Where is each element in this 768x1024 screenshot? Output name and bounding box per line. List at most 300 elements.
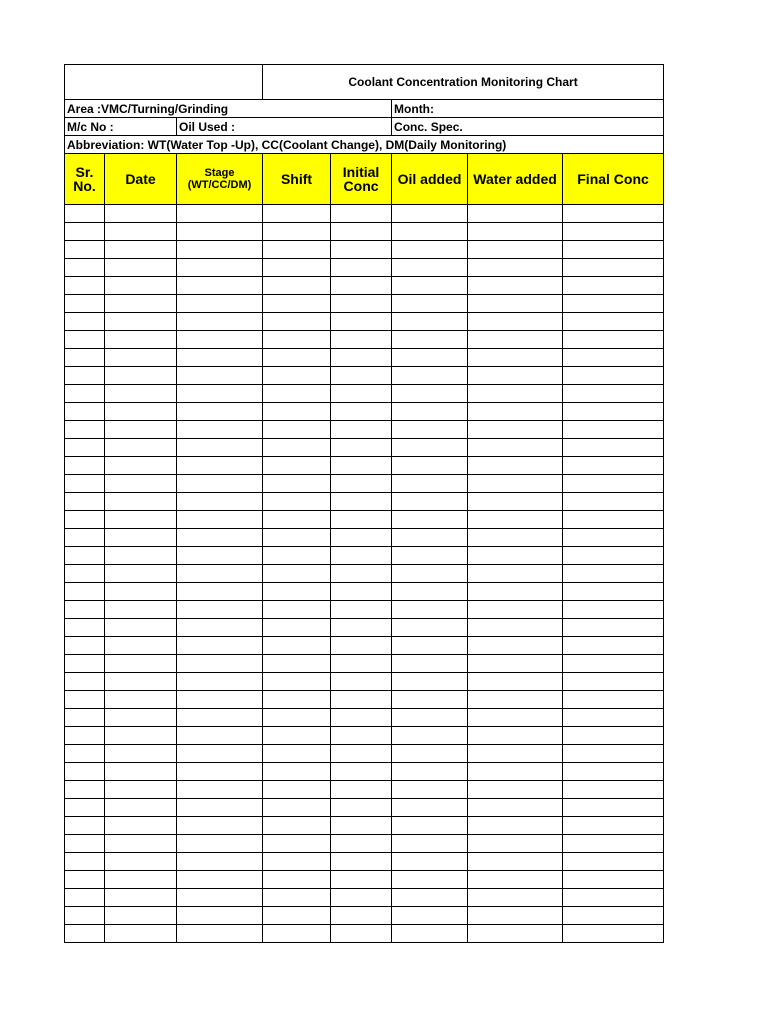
entry-cell[interactable] [331,457,392,475]
entry-cell[interactable] [105,547,177,565]
entry-cell[interactable] [392,223,468,241]
entry-cell[interactable] [331,817,392,835]
entry-cell[interactable] [331,385,392,403]
entry-cell[interactable] [105,637,177,655]
entry-cell[interactable] [65,313,105,331]
entry-cell[interactable] [392,367,468,385]
entry-cell[interactable] [105,313,177,331]
entry-cell[interactable] [177,799,263,817]
entry-cell[interactable] [392,673,468,691]
entry-cell[interactable] [468,709,563,727]
entry-cell[interactable] [563,313,664,331]
entry-cell[interactable] [331,601,392,619]
entry-cell[interactable] [65,547,105,565]
entry-cell[interactable] [177,223,263,241]
entry-cell[interactable] [563,727,664,745]
entry-cell[interactable] [65,817,105,835]
entry-cell[interactable] [468,349,563,367]
entry-cell[interactable] [331,907,392,925]
entry-cell[interactable] [563,511,664,529]
entry-cell[interactable] [468,277,563,295]
entry-cell[interactable] [65,529,105,547]
entry-cell[interactable] [392,295,468,313]
entry-cell[interactable] [263,763,331,781]
entry-cell[interactable] [105,871,177,889]
entry-cell[interactable] [468,259,563,277]
entry-cell[interactable] [105,367,177,385]
entry-cell[interactable] [392,817,468,835]
entry-cell[interactable] [331,277,392,295]
entry-cell[interactable] [392,331,468,349]
entry-cell[interactable] [65,421,105,439]
entry-cell[interactable] [65,295,105,313]
entry-cell[interactable] [331,619,392,637]
entry-cell[interactable] [331,709,392,727]
entry-cell[interactable] [177,259,263,277]
entry-cell[interactable] [392,439,468,457]
entry-cell[interactable] [263,619,331,637]
entry-cell[interactable] [563,223,664,241]
entry-cell[interactable] [65,889,105,907]
entry-cell[interactable] [563,457,664,475]
entry-cell[interactable] [392,241,468,259]
entry-cell[interactable] [105,907,177,925]
entry-cell[interactable] [177,205,263,223]
entry-cell[interactable] [65,853,105,871]
entry-cell[interactable] [65,637,105,655]
entry-cell[interactable] [563,565,664,583]
entry-cell[interactable] [65,277,105,295]
entry-cell[interactable] [331,313,392,331]
entry-cell[interactable] [468,745,563,763]
entry-cell[interactable] [263,889,331,907]
entry-cell[interactable] [263,403,331,421]
entry-cell[interactable] [105,565,177,583]
entry-cell[interactable] [331,493,392,511]
entry-cell[interactable] [177,871,263,889]
entry-cell[interactable] [105,493,177,511]
entry-cell[interactable] [563,259,664,277]
entry-cell[interactable] [263,637,331,655]
entry-cell[interactable] [563,367,664,385]
entry-cell[interactable] [392,925,468,943]
entry-cell[interactable] [392,457,468,475]
entry-cell[interactable] [392,205,468,223]
entry-cell[interactable] [468,871,563,889]
entry-cell[interactable] [468,673,563,691]
entry-cell[interactable] [65,673,105,691]
entry-cell[interactable] [468,601,563,619]
entry-cell[interactable] [468,889,563,907]
entry-cell[interactable] [392,835,468,853]
entry-cell[interactable] [105,205,177,223]
entry-cell[interactable] [177,511,263,529]
entry-cell[interactable] [177,403,263,421]
entry-cell[interactable] [105,889,177,907]
entry-cell[interactable] [563,745,664,763]
entry-cell[interactable] [263,313,331,331]
entry-cell[interactable] [65,691,105,709]
entry-cell[interactable] [177,385,263,403]
entry-cell[interactable] [105,403,177,421]
entry-cell[interactable] [468,403,563,421]
entry-cell[interactable] [177,241,263,259]
entry-cell[interactable] [263,853,331,871]
entry-cell[interactable] [331,853,392,871]
entry-cell[interactable] [563,655,664,673]
entry-cell[interactable] [263,511,331,529]
entry-cell[interactable] [563,619,664,637]
entry-cell[interactable] [468,781,563,799]
entry-cell[interactable] [263,439,331,457]
entry-cell[interactable] [468,763,563,781]
entry-cell[interactable] [65,781,105,799]
entry-cell[interactable] [177,295,263,313]
entry-cell[interactable] [331,925,392,943]
entry-cell[interactable] [331,223,392,241]
entry-cell[interactable] [468,331,563,349]
entry-cell[interactable] [65,511,105,529]
entry-cell[interactable] [563,385,664,403]
entry-cell[interactable] [563,493,664,511]
entry-cell[interactable] [177,601,263,619]
entry-cell[interactable] [392,475,468,493]
entry-cell[interactable] [177,835,263,853]
entry-cell[interactable] [468,529,563,547]
entry-cell[interactable] [105,259,177,277]
entry-cell[interactable] [392,547,468,565]
entry-cell[interactable] [263,655,331,673]
entry-cell[interactable] [177,421,263,439]
entry-cell[interactable] [177,727,263,745]
entry-cell[interactable] [65,745,105,763]
entry-cell[interactable] [177,637,263,655]
entry-cell[interactable] [263,691,331,709]
entry-cell[interactable] [392,889,468,907]
entry-cell[interactable] [468,925,563,943]
entry-cell[interactable] [563,799,664,817]
entry-cell[interactable] [392,277,468,295]
entry-cell[interactable] [263,583,331,601]
entry-cell[interactable] [177,889,263,907]
entry-cell[interactable] [105,385,177,403]
entry-cell[interactable] [563,583,664,601]
entry-cell[interactable] [392,403,468,421]
entry-cell[interactable] [331,835,392,853]
entry-cell[interactable] [65,619,105,637]
entry-cell[interactable] [331,637,392,655]
entry-cell[interactable] [105,799,177,817]
entry-cell[interactable] [263,475,331,493]
entry-cell[interactable] [65,331,105,349]
entry-cell[interactable] [105,295,177,313]
entry-cell[interactable] [263,799,331,817]
entry-cell[interactable] [468,439,563,457]
entry-cell[interactable] [65,367,105,385]
entry-cell[interactable] [105,421,177,439]
entry-cell[interactable] [177,367,263,385]
entry-cell[interactable] [468,583,563,601]
entry-cell[interactable] [468,619,563,637]
entry-cell[interactable] [105,583,177,601]
entry-cell[interactable] [331,439,392,457]
entry-cell[interactable] [65,241,105,259]
entry-cell[interactable] [105,835,177,853]
entry-cell[interactable] [392,565,468,583]
entry-cell[interactable] [563,835,664,853]
entry-cell[interactable] [263,835,331,853]
entry-cell[interactable] [105,457,177,475]
entry-cell[interactable] [65,223,105,241]
entry-cell[interactable] [392,655,468,673]
entry-cell[interactable] [105,241,177,259]
entry-cell[interactable] [468,547,563,565]
entry-cell[interactable] [468,637,563,655]
entry-cell[interactable] [177,277,263,295]
entry-cell[interactable] [65,439,105,457]
entry-cell[interactable] [263,727,331,745]
entry-cell[interactable] [331,475,392,493]
entry-cell[interactable] [105,529,177,547]
entry-cell[interactable] [263,331,331,349]
entry-cell[interactable] [177,439,263,457]
entry-cell[interactable] [331,871,392,889]
entry-cell[interactable] [331,241,392,259]
entry-cell[interactable] [105,331,177,349]
entry-cell[interactable] [65,835,105,853]
entry-cell[interactable] [331,673,392,691]
entry-cell[interactable] [65,763,105,781]
entry-cell[interactable] [177,493,263,511]
entry-cell[interactable] [563,331,664,349]
entry-cell[interactable] [263,601,331,619]
entry-cell[interactable] [65,565,105,583]
entry-cell[interactable] [392,871,468,889]
entry-cell[interactable] [263,565,331,583]
entry-cell[interactable] [392,349,468,367]
entry-cell[interactable] [392,637,468,655]
entry-cell[interactable] [331,745,392,763]
entry-cell[interactable] [392,511,468,529]
entry-cell[interactable] [331,403,392,421]
entry-cell[interactable] [392,583,468,601]
entry-cell[interactable] [563,691,664,709]
entry-cell[interactable] [563,907,664,925]
entry-cell[interactable] [563,853,664,871]
entry-cell[interactable] [331,655,392,673]
entry-cell[interactable] [331,547,392,565]
entry-cell[interactable] [177,673,263,691]
entry-cell[interactable] [468,385,563,403]
entry-cell[interactable] [563,403,664,421]
entry-cell[interactable] [105,349,177,367]
entry-cell[interactable] [563,277,664,295]
entry-cell[interactable] [392,385,468,403]
entry-cell[interactable] [65,907,105,925]
entry-cell[interactable] [177,925,263,943]
entry-cell[interactable] [105,763,177,781]
entry-cell[interactable] [105,619,177,637]
entry-cell[interactable] [105,655,177,673]
entry-cell[interactable] [263,457,331,475]
entry-cell[interactable] [468,565,563,583]
entry-cell[interactable] [392,727,468,745]
entry-cell[interactable] [263,925,331,943]
entry-cell[interactable] [331,205,392,223]
entry-cell[interactable] [331,349,392,367]
entry-cell[interactable] [65,403,105,421]
entry-cell[interactable] [263,223,331,241]
entry-cell[interactable] [263,673,331,691]
entry-cell[interactable] [65,655,105,673]
entry-cell[interactable] [331,331,392,349]
entry-cell[interactable] [105,817,177,835]
entry-cell[interactable] [468,421,563,439]
entry-cell[interactable] [563,709,664,727]
entry-cell[interactable] [563,763,664,781]
entry-cell[interactable] [392,421,468,439]
entry-cell[interactable] [468,223,563,241]
entry-cell[interactable] [392,745,468,763]
entry-cell[interactable] [105,853,177,871]
entry-cell[interactable] [331,367,392,385]
entry-cell[interactable] [563,889,664,907]
entry-cell[interactable] [65,871,105,889]
entry-cell[interactable] [105,223,177,241]
entry-cell[interactable] [263,529,331,547]
entry-cell[interactable] [392,493,468,511]
entry-cell[interactable] [105,673,177,691]
entry-cell[interactable] [563,349,664,367]
entry-cell[interactable] [331,421,392,439]
entry-cell[interactable] [177,745,263,763]
entry-cell[interactable] [468,367,563,385]
entry-cell[interactable] [263,241,331,259]
entry-cell[interactable] [468,475,563,493]
entry-cell[interactable] [263,295,331,313]
entry-cell[interactable] [468,853,563,871]
entry-cell[interactable] [468,313,563,331]
entry-cell[interactable] [263,709,331,727]
entry-cell[interactable] [392,763,468,781]
entry-cell[interactable] [263,421,331,439]
entry-cell[interactable] [263,349,331,367]
entry-cell[interactable] [105,277,177,295]
entry-cell[interactable] [263,781,331,799]
entry-cell[interactable] [263,385,331,403]
entry-cell[interactable] [263,367,331,385]
entry-cell[interactable] [177,817,263,835]
entry-cell[interactable] [177,583,263,601]
entry-cell[interactable] [331,583,392,601]
entry-cell[interactable] [468,835,563,853]
entry-cell[interactable] [263,745,331,763]
entry-cell[interactable] [468,493,563,511]
entry-cell[interactable] [177,691,263,709]
entry-cell[interactable] [468,241,563,259]
entry-cell[interactable] [65,799,105,817]
entry-cell[interactable] [392,781,468,799]
entry-cell[interactable] [563,475,664,493]
entry-cell[interactable] [563,871,664,889]
entry-cell[interactable] [563,529,664,547]
entry-cell[interactable] [468,457,563,475]
entry-cell[interactable] [331,529,392,547]
entry-cell[interactable] [65,583,105,601]
entry-cell[interactable] [331,511,392,529]
entry-cell[interactable] [105,475,177,493]
entry-cell[interactable] [563,241,664,259]
entry-cell[interactable] [263,205,331,223]
entry-cell[interactable] [468,817,563,835]
entry-cell[interactable] [331,799,392,817]
entry-cell[interactable] [177,529,263,547]
entry-cell[interactable] [177,619,263,637]
entry-cell[interactable] [105,511,177,529]
entry-cell[interactable] [331,727,392,745]
entry-cell[interactable] [177,313,263,331]
entry-cell[interactable] [177,349,263,367]
entry-cell[interactable] [105,439,177,457]
entry-cell[interactable] [392,709,468,727]
entry-cell[interactable] [177,763,263,781]
entry-cell[interactable] [177,781,263,799]
entry-cell[interactable] [468,511,563,529]
entry-cell[interactable] [65,259,105,277]
entry-cell[interactable] [563,205,664,223]
entry-cell[interactable] [177,475,263,493]
entry-cell[interactable] [263,907,331,925]
entry-cell[interactable] [177,331,263,349]
entry-cell[interactable] [468,907,563,925]
entry-cell[interactable] [105,601,177,619]
entry-cell[interactable] [392,529,468,547]
entry-cell[interactable] [563,547,664,565]
entry-cell[interactable] [105,781,177,799]
entry-cell[interactable] [331,295,392,313]
entry-cell[interactable] [105,691,177,709]
entry-cell[interactable] [263,817,331,835]
entry-cell[interactable] [563,817,664,835]
entry-cell[interactable] [563,421,664,439]
entry-cell[interactable] [331,565,392,583]
entry-cell[interactable] [392,691,468,709]
entry-cell[interactable] [177,709,263,727]
entry-cell[interactable] [263,259,331,277]
entry-cell[interactable] [65,349,105,367]
entry-cell[interactable] [563,673,664,691]
entry-cell[interactable] [563,295,664,313]
entry-cell[interactable] [65,475,105,493]
entry-cell[interactable] [331,781,392,799]
entry-cell[interactable] [468,691,563,709]
entry-cell[interactable] [331,691,392,709]
entry-cell[interactable] [177,907,263,925]
entry-cell[interactable] [177,565,263,583]
entry-cell[interactable] [392,601,468,619]
entry-cell[interactable] [563,925,664,943]
entry-cell[interactable] [392,313,468,331]
entry-cell[interactable] [392,853,468,871]
entry-cell[interactable] [65,925,105,943]
entry-cell[interactable] [392,619,468,637]
entry-cell[interactable] [468,727,563,745]
entry-cell[interactable] [177,547,263,565]
entry-cell[interactable] [105,745,177,763]
entry-cell[interactable] [392,259,468,277]
entry-cell[interactable] [263,493,331,511]
entry-cell[interactable] [177,655,263,673]
